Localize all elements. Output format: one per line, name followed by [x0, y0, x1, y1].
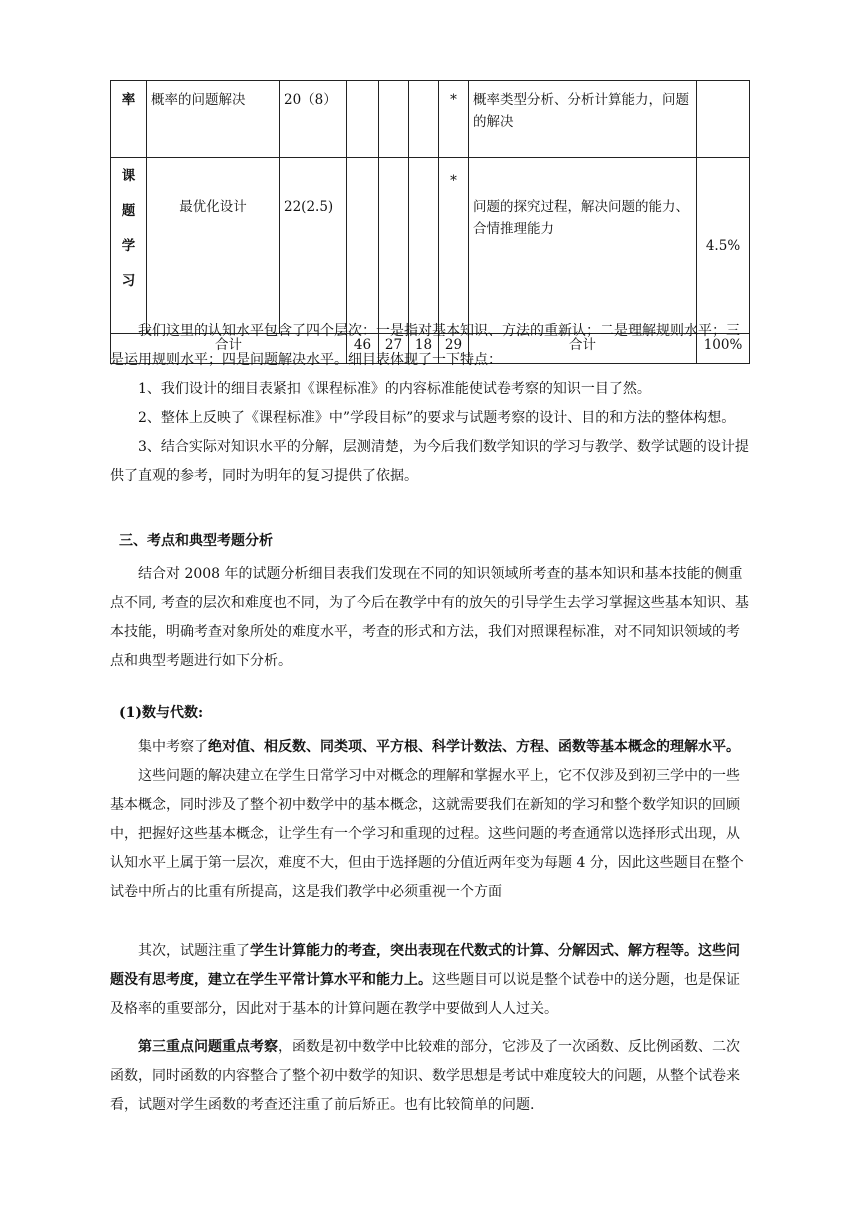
paragraph: 1、我们设计的细目表紧扣《课程标准》的内容标准能使试卷考察的知识一目了然。 [138, 381, 651, 397]
sub-heading: (1)数与代数: [119, 705, 204, 721]
paragraph: 我们这里的认知水平包含了四个层次：一是指对基本知识、方法的重新认；二是理解规则水平；三是运用规则水平；四是问题解决水平。细目表体现了一下特点： [110, 323, 740, 368]
category-cell-vertical: 课 题 学 习 [111, 158, 147, 334]
section-heading: 三、考点和典型考题分析 [119, 533, 273, 549]
total-value: 29 [439, 334, 469, 364]
question-cell: 22(2.5) [280, 158, 347, 334]
content-cell: 概率的问题解决 [147, 81, 280, 158]
category-cell: 率 [111, 81, 147, 158]
paragraph-block [110, 733, 750, 907]
paragraph: 结合对 2008 年的试题分析细目表我们发现在不同的知识领域所考查的基本知识和基本技能的侧重点不同, 考查的层次和难度也不同，为了今后在教学中有的放矢的引导学生去学习掌握这些基本知识、基本技能，明确考查对象所处的难度水平，考查的形式和方法，我们对照课程标准，对不同知识领域的考点和典型考题进行如下分析。 [110, 566, 749, 669]
total-value: 27 [379, 334, 409, 364]
paragraph-block [110, 317, 750, 491]
total-percent: 100% [697, 334, 750, 364]
paragraph: 集中考察了绝对值、相反数、同类项、平方根、科学计数法、方程、函数等基本概念的理解水平。 [138, 739, 740, 755]
content-cell: 最优化设计 [147, 158, 280, 334]
ability-cell: 概率类型分析、分析计算能力，问题的解决 [469, 81, 697, 158]
ability-cell: 问题的探究过程，解决问题的能力、合情推理能力 [469, 158, 697, 334]
table-row [111, 158, 750, 334]
paragraph-block [110, 937, 750, 1024]
percent-cell: 4.5% [697, 158, 750, 334]
paragraph: 这些问题的解决建立在学生日常学习中对概念的理解和掌握水平上，它不仅涉及到初三学中的一些基本概念，同时涉及了整个初中数学中的基本概念，这就需要我们在新知的学习和整个数学知识的回顾中，把握好这些基本概念，让学生有一个学习和重现的过程。这些问题的考查通常以选择形式出现，从认知水平上属于第一层次，难度不大，但由于选择题的分值近两年变为每题 4 分，因此这些题目在整个试卷中所占的比重有所提高，这是我们教学中必须重视一个方面 [110, 768, 744, 900]
level-mark: * [439, 81, 469, 158]
total-label: 合计 [469, 334, 697, 364]
level-mark: * [439, 158, 469, 334]
total-value: 18 [409, 334, 439, 364]
paragraph-block [110, 560, 750, 676]
question-cell: 20（8） [280, 81, 347, 158]
paragraph: 2、整体上反映了《课程标准》中”学段目标”的要求与试题考察的设计、目的和方法的整体构想。 [138, 410, 736, 426]
table-row [111, 81, 750, 158]
total-label: 合计 [111, 334, 347, 364]
paragraph: 3、结合实际对知识水平的分解，层测清楚，为今后我们数学知识的学习与教学、数学试题的设计提供了直观的参考，同时为明年的复习提供了依据。 [110, 439, 749, 484]
total-value: 46 [347, 334, 379, 364]
paragraph: 第三重点问题重点考察，函数是初中数学中比较难的部分，它涉及了一次函数、反比例函数、二次函数，同时函数的内容整合了整个初中数学的知识、数学思想是考试中难度较大的问题，从整个试卷来看，试题对学生函数的考查还注重了前后矫正。也有比较简单的问题. [110, 1039, 740, 1113]
paragraph-block [110, 1033, 750, 1120]
paragraph: 其次，试题注重了学生计算能力的考查，突出表现在代数式的计算、分解因式、解方程等。这些问题没有思考度，建立在学生平常计算水平和能力上。这些题目可以说是整个试卷中的送分题，也是保证及格率的重要部分，因此对于基本的计算问题在教学中要做到人人过关。 [110, 943, 740, 1017]
